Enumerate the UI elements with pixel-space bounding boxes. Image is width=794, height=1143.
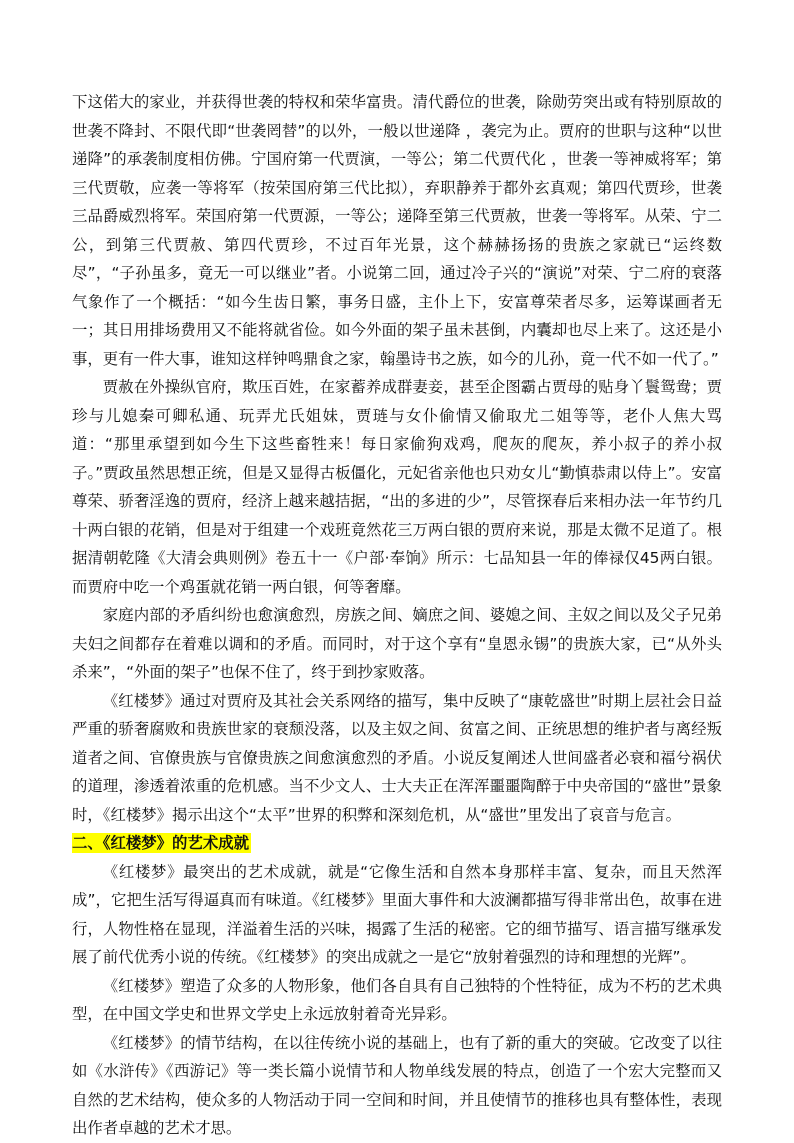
paragraph-6: 《红楼梦》塑造了众多的人物形象，他们各自具有自己独特的个性特征，成为不朽的艺术典型，在中国文学史和世界文学史上永远放射着奇光异彩。: [72, 976, 722, 1023]
section-heading-wrapper: [72, 829, 722, 858]
paragraph-5: 《红楼梦》最突出的艺术成就，就是“它像生活和自然本身那样丰富、复杂，而且天然浑成”，它把生活写得逼真而有味道。《红楼梦》里面大事件和大波澜都描写得非常出色，故事在进行，人物性格在显现，洋溢着生活的兴味，揭露了生活的秘密。它的细节描写、语言描写继承发展了前代优秀小说的传统。《红楼梦》的突出成就之一是它“放射着强烈的诗和理想的光辉”。: [72, 862, 722, 966]
document-page: [72, 88, 722, 1143]
paragraph-2: 贾赦在外操纵官府，欺压百姓，在家蓄养成群妻妾，甚至企图霸占贾母的贴身丫鬟鸳鸯；贾珍与儿媳秦可卿私通、玩弄尤氏姐妹，贾琏与女仆偷情又偷取尤二姐等等，老仆人焦大骂道：“那里承望到如今生下这些畜牲来！每日家偷狗戏鸡，爬灰的爬灰，养小叔子的养小叔子。”贾政虽然思想正统，但是又显得古板僵化，元妃省亲他也只劝女儿“勤慎恭肃以侍上”。安富尊荣、骄奢淫逸的贾府，经济上越来越拮据，“出的多进的少”，尽管探春后来相办法一年节约几十两白银的花销，但是对于组建一个戏班竟然花三万两白银的贾府来说，那是太微不足道了。根据清朝乾隆《大清会典则例》卷五十一《户部·奉饷》所示：七品知县一年的俸禄仅45两白银。而贾府中吃一个鸡蛋就花销一两白银，何等奢靡。: [72, 378, 722, 596]
paragraph-1: 下这偌大的家业，并获得世袭的特权和荣华富贵。清代爵位的世袭，除勋劳突出或有特别原故的世袭不降封、不限代即“世袭罔替”的以外，一般以世递降 ，袭完为止。贾府的世职与这种“以世递降”的承袭制度相仿佛。宁国府第一代贾演，一等公；第二代贾代化 ，世袭一等神威将军；第三代贾敬，应袭一等将军（按荣国府第三代比拟），弃职静养于都外玄真观；第四代贾珍，世袭三品爵威烈将军。荣国府第一代贾源，一等公；递降至第三代贾赦，世袭一等将军。从荣、宁二公，到第三代贾赦、第四代贾珍，不过百年光景，这个赫赫扬扬的贵族之家就已“运终数尽”，“子孙虽多，竟无一可以继业”者。小说第二回，通过冷子兴的“演说”对荣、宁二府的衰落气象作了一个概括：“如今生齿日繁，事务日盛，主仆上下，安富尊荣者尽多，运筹谋画者无一；其日用排场费用又不能将就省俭。如今外面的架子虽未甚倒，内囊却也尽上来了。这还是小事，更有一件大事，谁知这样钟鸣鼎食之家，翰墨诗书之族，如今的儿孙，竟一代不如一代了。”: [72, 93, 722, 368]
section-heading: 二、《红楼梦》的艺术成就: [72, 834, 249, 852]
paragraph-3: 家庭内部的矛盾纠纷也愈演愈烈，房族之间、嫡庶之间、婆媳之间、主奴之间以及父子兄弟夫妇之间都存在着难以调和的矛盾。而同时，对于这个享有“皇恩永锡”的贵族大家，已“从外头杀来”，“外面的架子”也保不住了，终于到抄家败落。: [72, 606, 722, 681]
paragraph-7: 《红楼梦》的情节结构，在以往传统小说的基础上，也有了新的重大的突破。它改变了以往如《水浒传》《西游记》等一类长篇小说情节和人物单线发展的特点，创造了一个宏大完整而又自然的艺术结构，使众多的人物活动于同一空间和时间，并且使情节的推移也具有整体性，表现出作者卓越的艺术才思。: [72, 1033, 722, 1137]
paragraph-4: 《红楼梦》通过对贾府及其社会关系网络的描写，集中反映了“康乾盛世”时期上层社会日益严重的骄奢腐败和贵族世家的衰颓没落，以及主奴之间、贫富之间、正统思想的维护者与离经叛道者之间、官僚贵族与官僚贵族之间愈演愈烈的矛盾。小说反复阐述人世间盛者必衰和福兮祸伏的道理，渗透着浓重的危机感。当不少文人、士大夫正在浑浑噩噩陶醉于中央帝国的“盛世”景象时，《红楼梦》揭示出这个“太平”世界的积弊和深刻危机，从“盛世”里发出了哀音与危言。: [72, 691, 722, 824]
